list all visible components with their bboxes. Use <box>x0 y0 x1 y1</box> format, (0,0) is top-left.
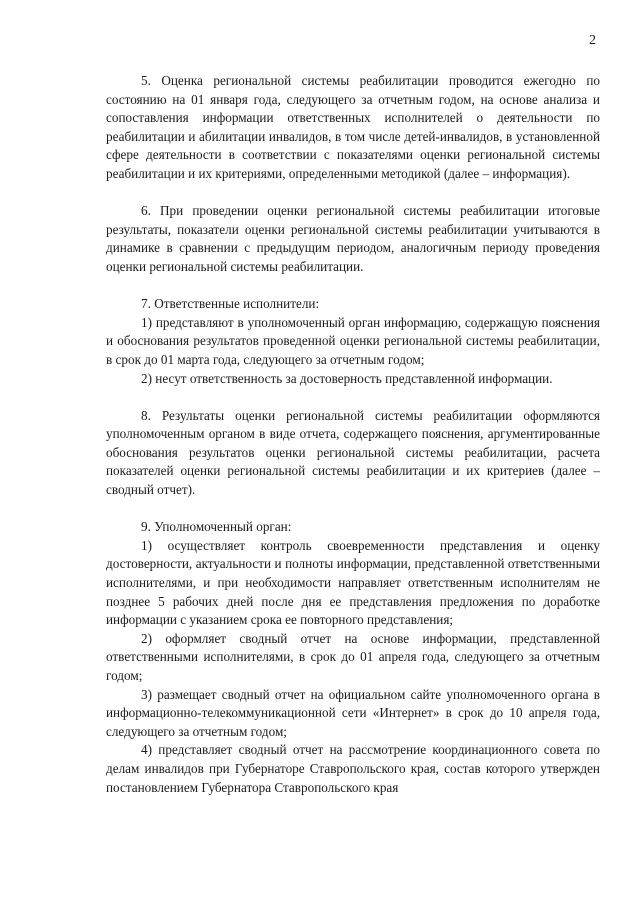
paragraph-8-summary-report: 8. Результаты оценки региональной системы реабилитации оформляются уполномоченным органом в виде отчета, содержащего пояснения, аргументированные обоснования результатов оценки региональной системы реабилитации, расчета показателей оценки региональной системы реабилитации и их критериев (далее – сводный отчет). <box>106 407 600 498</box>
paragraph-9-item-4: 4) представляет сводный отчет на рассмотрение координационного совета по делам инвалидов при Губернаторе Ставропольского края, состав которого утвержден постановлением Губернатора Ставропольского края <box>106 742 600 795</box>
paragraph-9-item-1: 1) осуществляет контроль своевременности представления и оценку достоверности, актуальности и полноты информации, представленной ответственными исполнителями, и при необходимости направляет ответственным исполнителям не позднее 5 рабочих дней после дня ее представления предложения по доработке информации с указанием срока ее повторного представления; <box>106 537 600 628</box>
paragraph-7-item-1: 1) представляют в уполномоченный орган информацию, содержащую пояснения и обоснования результатов проведенной оценки региональной системы реабилитации, в срок до 01 марта года, следующего за отчетным годом; <box>106 314 600 367</box>
page-number: 2 <box>589 33 596 48</box>
paragraph-9-item-3: 3) размещает сводный отчет на официальном сайте уполномоченного органа в информационно-телекоммуникационной сети «Интернет» в срок до 10 апреля года, следующего за отчетным годом; <box>106 686 600 739</box>
paragraph-9-item-2: 2) оформляет сводный отчет на основе информации, представленной ответственными исполнителями, в срок до 01 апреля года, следующего за отчетным годом; <box>106 630 600 683</box>
document-body <box>106 72 600 797</box>
paragraph-5-assessment: 5. Оценка региональной системы реабилитации проводится ежегодно по состоянию на 01 января года, следующего за отчетным годом, на основе анализа и сопоставления информации ответственных исполнителей о деятельности по реабилитации и абилитации инвалидов, в том числе детей-инвалидов, в установленной сфере деятельности в соответствии с показателями оценки региональной системы реабилитации и их критериями, определенными методикой (далее – информация). <box>106 73 600 181</box>
paragraph-7-item-2: 2) несут ответственность за достоверность представленной информации. <box>141 370 553 386</box>
paragraph-6-results: 6. При проведении оценки региональной системы реабилитации итоговые результаты, показатели оценки региональной системы реабилитации учитываются в динамике в сравнении с предыдущим периодом, аналогичным периоду проведения оценки региональной системы реабилитации. <box>106 203 600 274</box>
paragraph-7-heading: 7. Ответственные исполнители: <box>141 296 320 312</box>
paragraph-9-heading: 9. Уполномоченный орган: <box>141 519 292 535</box>
